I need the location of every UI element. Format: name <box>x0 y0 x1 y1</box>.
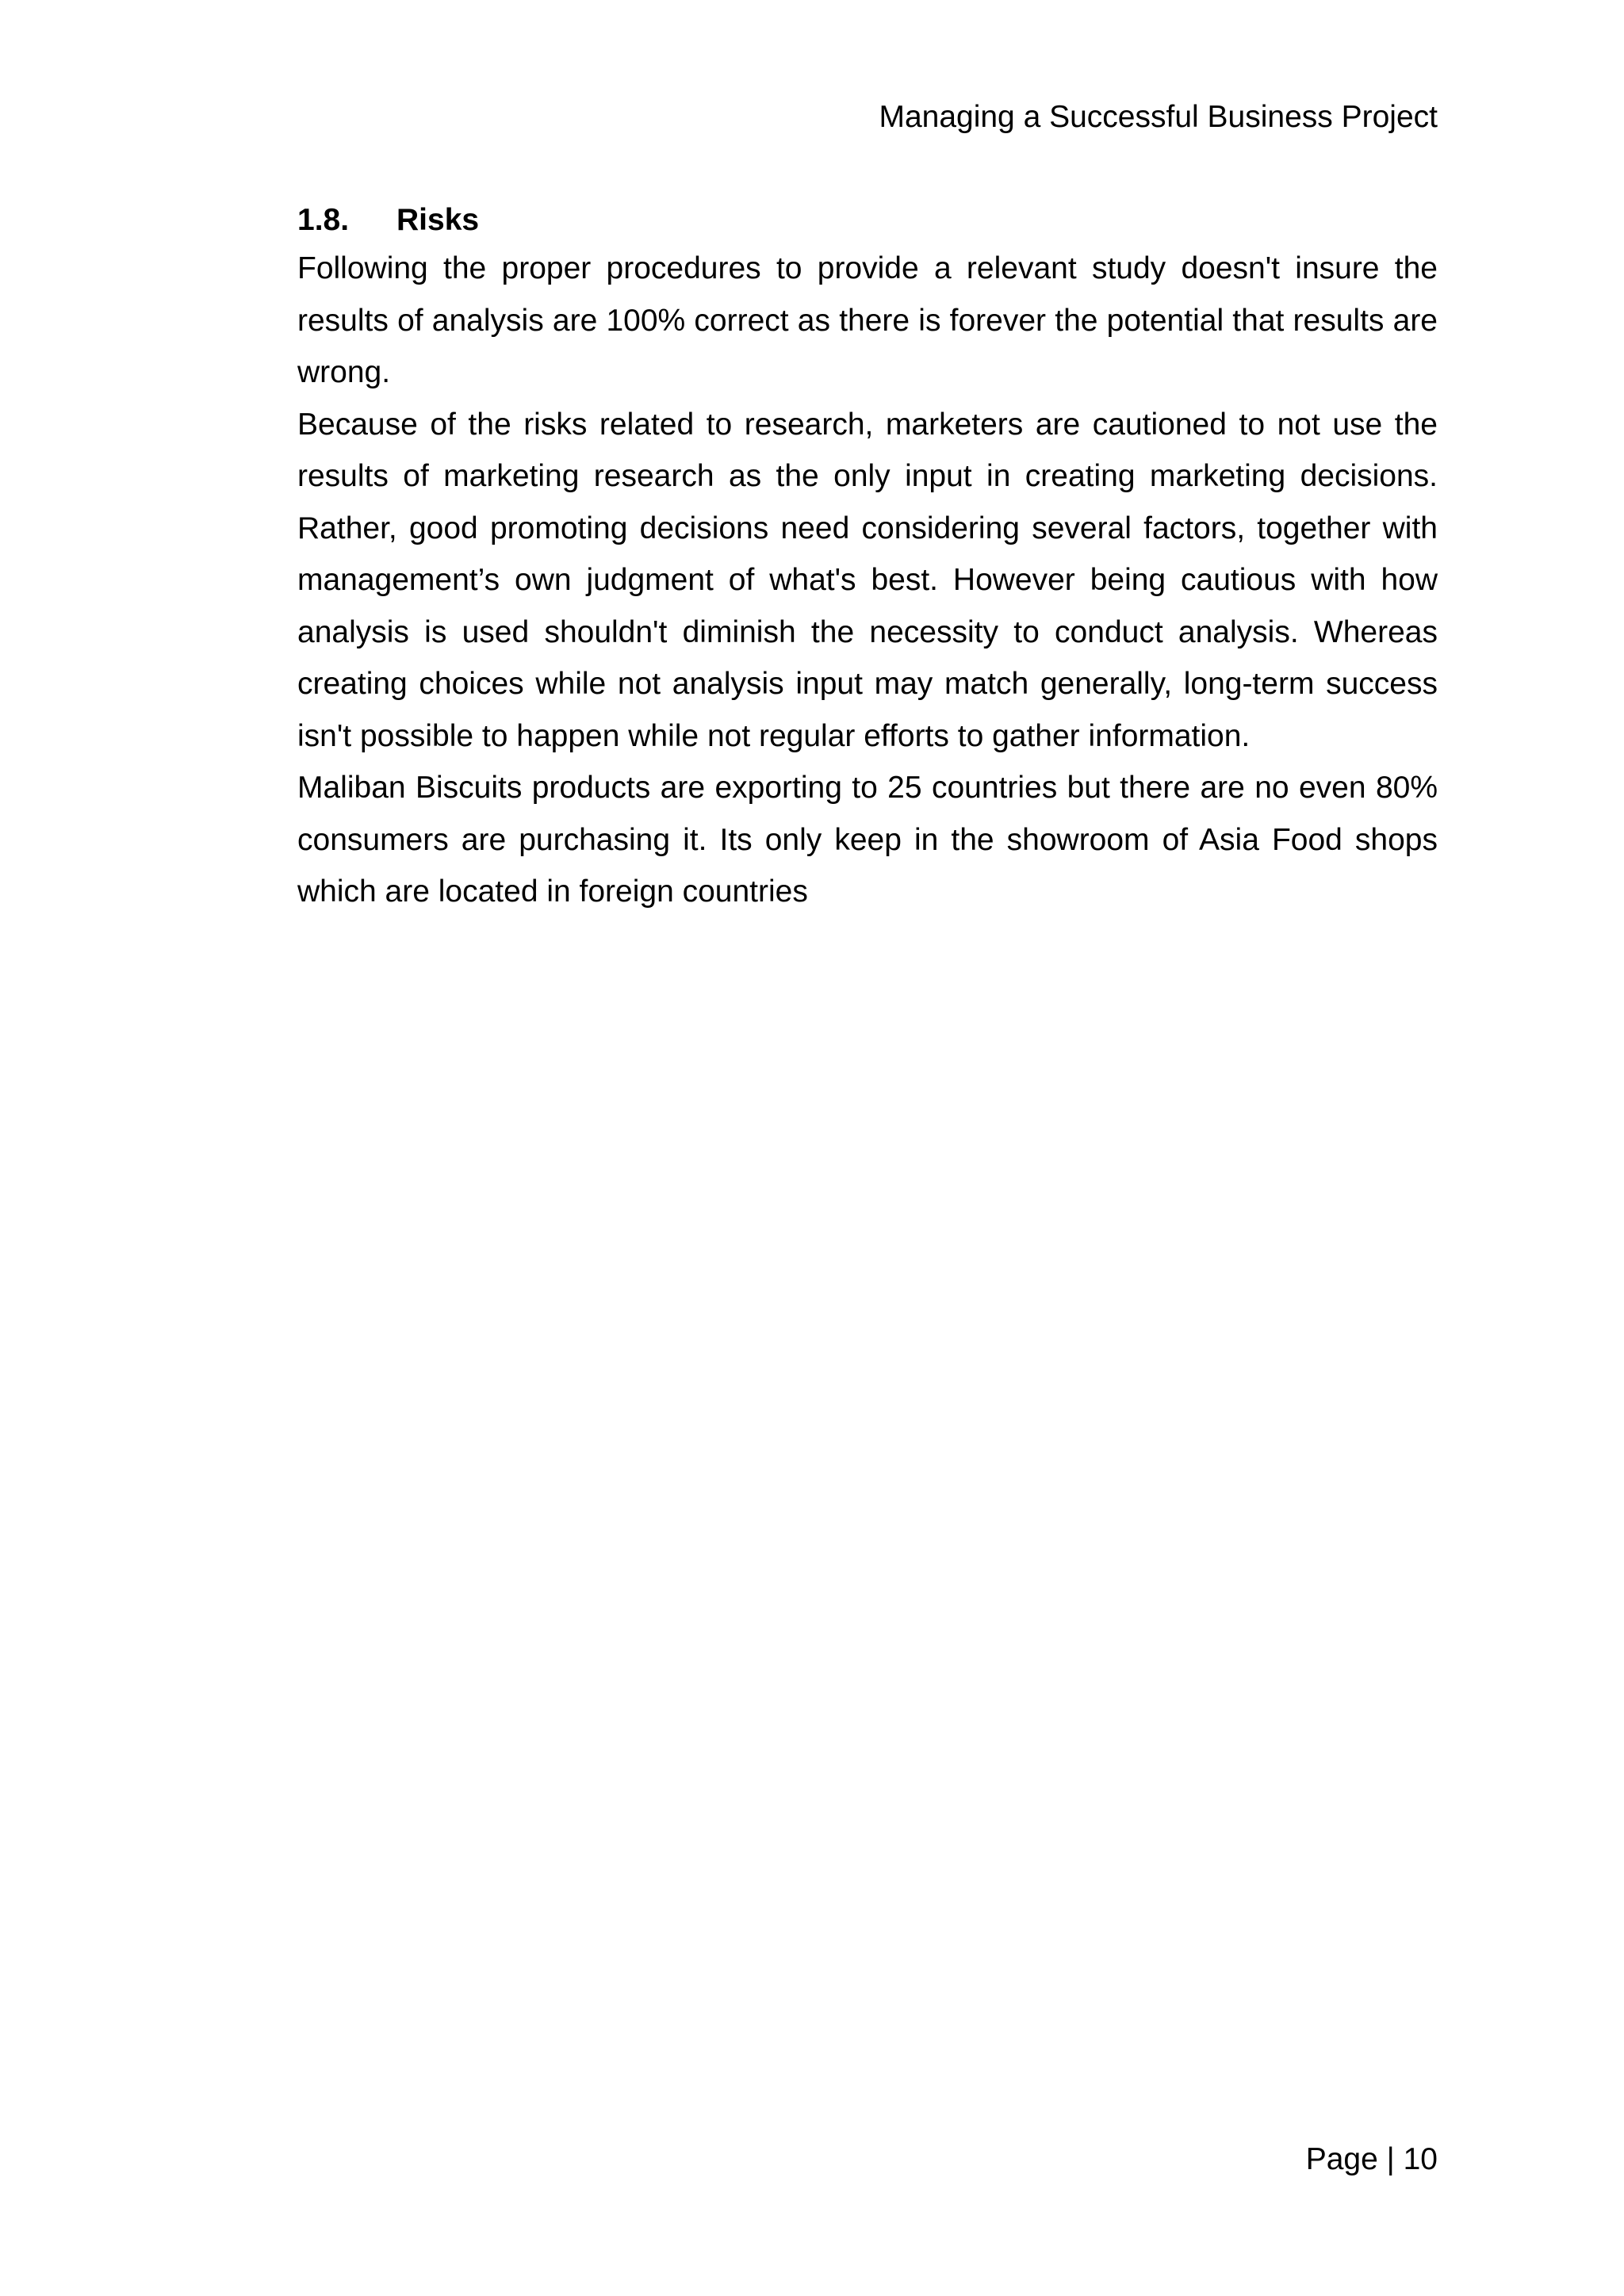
paragraph-1: Following the proper procedures to provide a relevant study doesn't insure the results of analysis are 100% correct as there is forever the potential that results are wrong. <box>297 251 1438 389</box>
section-heading <box>297 198 1438 243</box>
page-number: Page | 10 <box>1305 2142 1438 2176</box>
paragraph-2: Because of the risks related to research, marketers are cautioned to not use the results of marketing research as the only input in creating marketing decisions. Rather, good promoting decisions need considering several factors, together with management’s own judgment of what's best. However being cautious with how analysis is used shouldn't diminish the necessity to conduct analysis. Whereas creating choices while not analysis input may match generally, long-term success isn't possible to happen while not regular efforts to gather information. <box>297 407 1438 753</box>
paragraph-3: Maliban Biscuits products are exporting to 25 countries but there are no even 80% consumers are purchasing it. Its only keep in the showroom of Asia Food shops which are located in foreign countries <box>297 771 1438 909</box>
section-title: Risks <box>396 203 480 237</box>
running-header: Managing a Successful Business Project <box>879 100 1438 134</box>
section-number: 1.8. <box>297 203 350 237</box>
document-body <box>297 198 1438 918</box>
